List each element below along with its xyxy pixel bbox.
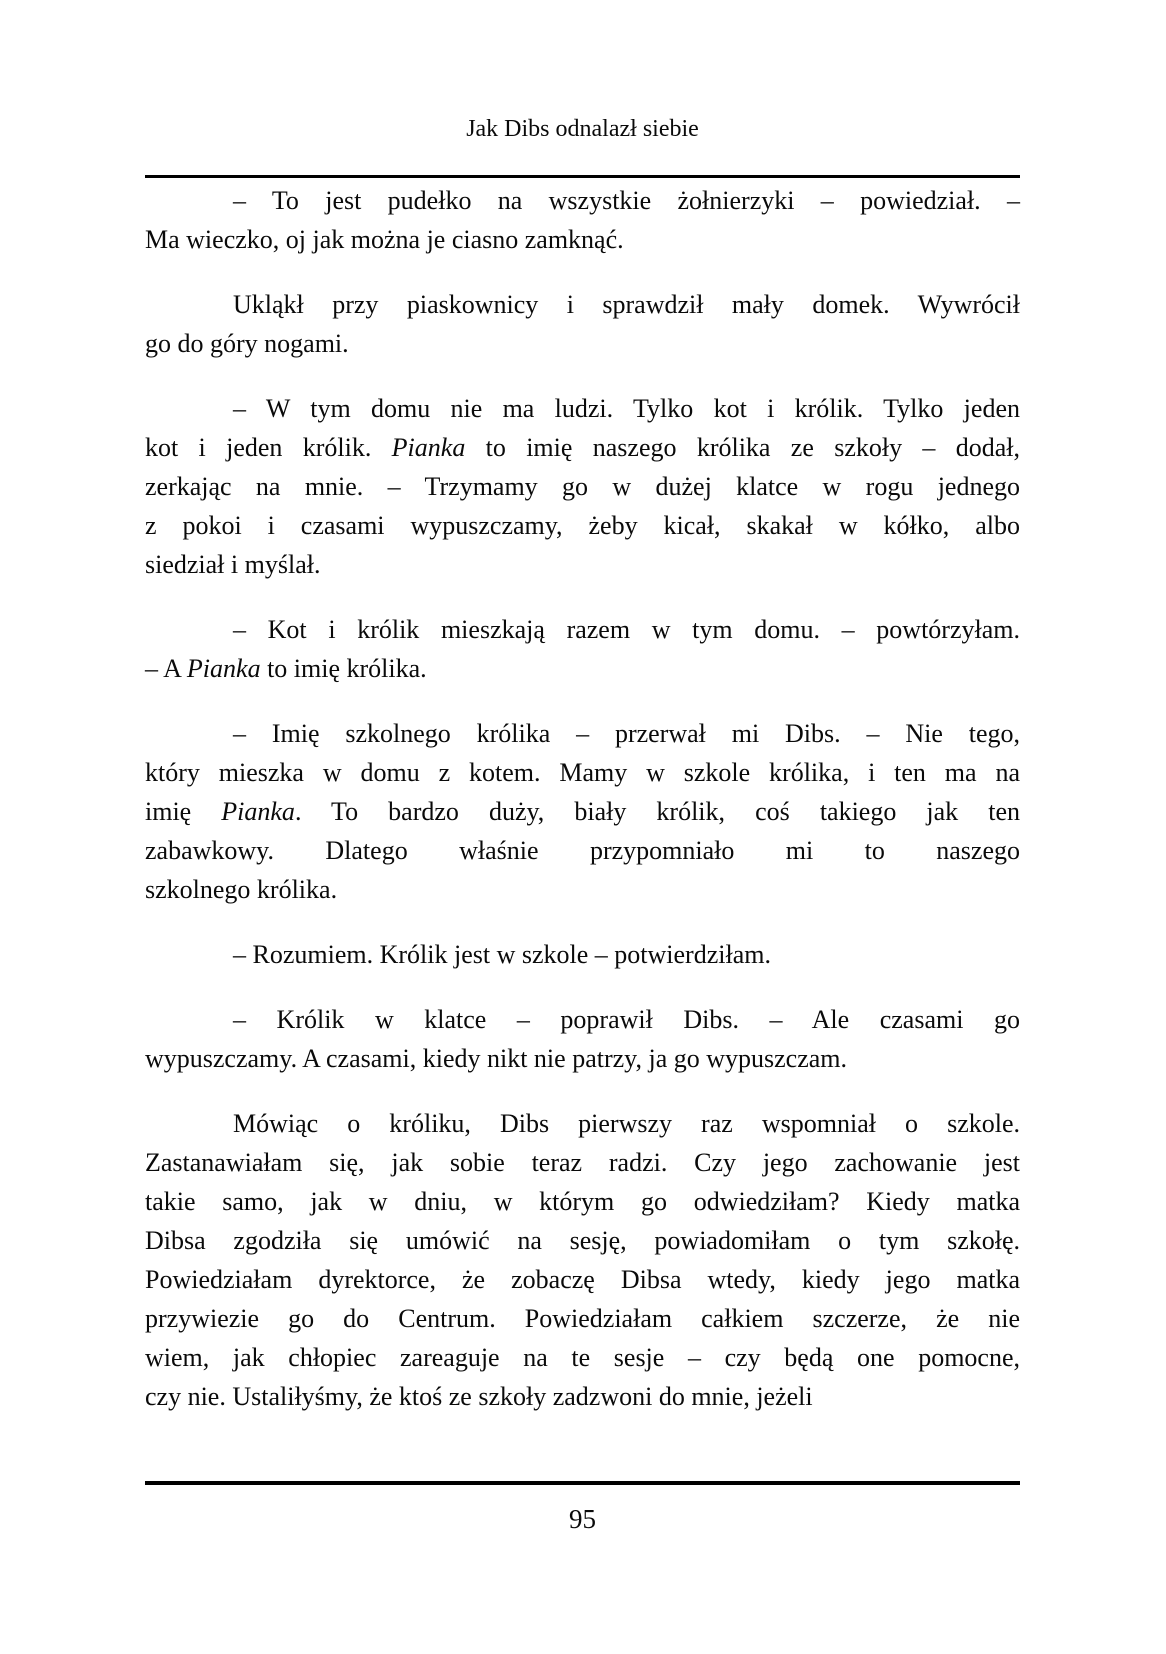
text-segment: . To bardzo duży, biały królik, coś takiego jak ten [294, 797, 1020, 826]
text-line [145, 1338, 1020, 1377]
text-segment: to imię naszego królika ze szkoły – dodał, [465, 433, 1020, 462]
text-segment: – W tym domu nie ma ludzi. Tylko kot i królik. Tylko jeden [233, 394, 1020, 423]
text-segment: z pokoi i czasami wypuszczamy, żeby kicał, skakał w kółko, albo [145, 511, 1020, 540]
text-segment: siedział i myślał. [145, 550, 321, 579]
text-line [145, 1299, 1020, 1338]
text-segment: – Rozumiem. Królik jest w szkole – potwierdziłam. [233, 940, 771, 969]
text-line [145, 1377, 1020, 1416]
text-line [145, 285, 1020, 324]
text-line [145, 181, 1020, 220]
text-segment: – To jest pudełko na wszystkie żołnierzyki – powiedział. – [233, 186, 1020, 215]
text-segment: przywiezie go do Centrum. Powiedziałam całkiem szczerze, że nie [145, 1304, 1020, 1333]
text-line [145, 792, 1020, 831]
text-segment: Zastanawiałam się, jak sobie teraz radzi. Czy jego zachowanie jest [145, 1148, 1020, 1177]
text-line [145, 545, 1020, 584]
text-line [145, 1039, 1020, 1078]
text-segment: imię [145, 797, 222, 826]
text-line [145, 220, 1020, 259]
text-line [145, 935, 1020, 974]
text-segment: Powiedziałam dyrektorce, że zobaczę Dibsa wtedy, kiedy jego matka [145, 1265, 1020, 1294]
text-line [145, 506, 1020, 545]
italic-text-segment: Pianka [186, 654, 261, 683]
italic-text-segment: Pianka [221, 797, 295, 826]
text-segment: wypuszczamy. A czasami, kiedy nikt nie patrzy, ja go wypuszczam. [145, 1044, 848, 1073]
page-body [145, 181, 1020, 1416]
text-line [145, 467, 1020, 506]
text-segment: – Kot i królik mieszkają razem w tym domu. – powtórzyłam. [233, 615, 1020, 644]
text-line [145, 714, 1020, 753]
header-rule [145, 175, 1020, 178]
paragraph-8 [145, 1104, 1020, 1416]
paragraph-3 [145, 389, 1020, 584]
text-line [145, 389, 1020, 428]
text-segment: zerkając na mnie. – Trzymamy go w dużej klatce w rogu jednego [145, 472, 1020, 501]
text-segment: takie samo, jak w dniu, w którym go odwiedziłam? Kiedy matka [145, 1187, 1020, 1216]
text-segment: to imię królika. [260, 654, 427, 683]
italic-text-segment: Pianka [391, 433, 466, 462]
paragraph-4 [145, 610, 1020, 688]
text-segment: Ukląkł przy piaskownicy i sprawdził mały domek. Wywrócił [233, 290, 1020, 319]
text-line [145, 649, 1020, 688]
footer-rule [145, 1481, 1020, 1485]
paragraph-7 [145, 1000, 1020, 1078]
text-line [145, 610, 1020, 649]
text-segment: kot i jeden królik. [145, 433, 392, 462]
text-line [145, 1143, 1020, 1182]
text-line [145, 324, 1020, 363]
text-line [145, 753, 1020, 792]
text-segment: – Królik w klatce – poprawił Dibs. – Ale czasami go [233, 1005, 1020, 1034]
text-line [145, 1104, 1020, 1143]
text-line [145, 1260, 1020, 1299]
text-segment: Mówiąc o króliku, Dibs pierwszy raz wspomniał o szkole. [233, 1109, 1020, 1138]
text-line [145, 428, 1020, 467]
text-segment: Ma wieczko, oj jak można je ciasno zamknąć. [145, 225, 624, 254]
text-segment: zabawkowy. Dlatego właśnie przypomniało mi to naszego [145, 836, 1020, 865]
text-segment: wiem, jak chłopiec zareaguje na te sesje – czy będą one pomocne, [145, 1343, 1020, 1372]
paragraph-6 [145, 935, 1020, 974]
text-line [145, 831, 1020, 870]
text-line [145, 1182, 1020, 1221]
paragraph-2 [145, 285, 1020, 363]
text-line [145, 1000, 1020, 1039]
running-header: Jak Dibs odnalazł siebie [466, 116, 699, 142]
text-segment: Dibsa zgodziła się umówić na sesję, powiadomiłam o tym szkołę. [145, 1226, 1020, 1255]
text-segment: szkolnego królika. [145, 875, 338, 904]
paragraph-5 [145, 714, 1020, 909]
text-segment: czy nie. Ustaliłyśmy, że ktoś ze szkoły zadzwoni do mnie, jeżeli [145, 1382, 813, 1411]
paragraph-1 [145, 181, 1020, 259]
text-segment: który mieszka w domu z kotem. Mamy w szkole królika, i ten ma na [145, 758, 1020, 787]
text-line [145, 870, 1020, 909]
text-segment: – Imię szkolnego królika – przerwał mi Dibs. – Nie tego, [233, 719, 1020, 748]
text-segment: go do góry nogami. [145, 329, 349, 358]
text-segment: – A [145, 654, 187, 683]
page-number: 95 [569, 1504, 596, 1534]
text-line [145, 1221, 1020, 1260]
